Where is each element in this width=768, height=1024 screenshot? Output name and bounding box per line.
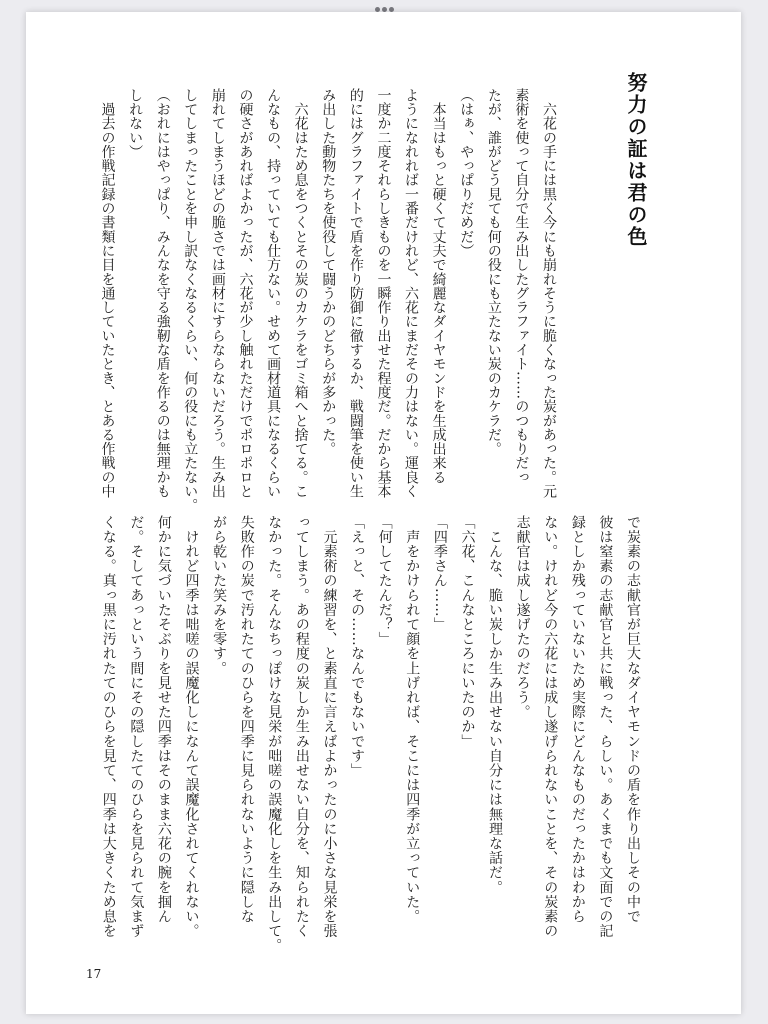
text-column: 彼は窒素の志献官と共に戦った、らしい。あくまでも文面での記 (597, 515, 614, 939)
text-column: くなる。真っ黒に汚れたてのひらを見て、四季は大きくため息を (100, 515, 117, 939)
text-column: 六花はため息をつくとその炭のカケラをゴミ箱へと捨てる。こ (292, 88, 309, 499)
text-block-bottom (94, 515, 646, 965)
text-column: 本当はもっと硬くて丈夫で綺麗なダイヤモンドを生成出来る (430, 88, 447, 485)
text-column: （おれにはやっぱり、みんなを守る強靭な盾を作るのは無理かも (154, 88, 171, 499)
text-column: 「六花、こんなところにいたのか」 (459, 515, 476, 749)
text-column: なかった。そんなちっぽけな見栄が咄嗟の誤魔化しを生み出して。 (266, 515, 283, 953)
text-column: がら乾いた笑みを零す。 (211, 515, 228, 676)
text-column: 的にはグラファイトで盾を作り防御に徹するか、戦闘筆を使い生 (347, 88, 364, 499)
text-column: しれない） (127, 88, 144, 159)
text-column: けれど四季は咄嗟の誤魔化しになんて誤魔化されてくれない。 (183, 515, 200, 939)
text-column: 失敗作の炭で汚れたてのひらを四季に見られないように隠しな (238, 515, 255, 924)
text-column: だ。そしてあっという間にその隠したてのひらを見られて気まず (128, 515, 145, 939)
text-column: の硬さがあればよかったが、六花が少し触れただけでポロポロと (237, 88, 254, 499)
text-column: してしまったことを申し訳なくなるくらい、何の役にも立たない。 (182, 88, 199, 513)
text-column: み出した動物たちを使役して闘うかのどちらが多かった。 (320, 88, 337, 456)
text-column: 「何してたんだ？」 (376, 515, 393, 647)
text-column: （はぁ、やっぱりだめだ） (458, 88, 475, 258)
text-column: で炭素の志献官が巨大なダイヤモンドの盾を作り出しその中で (625, 515, 641, 924)
text-column: 録としか残っていないため実際にどんなものだったかはわから (569, 515, 586, 924)
text-column: ってしまう。あの程度の炭しか生み出せない自分を、知られたく (293, 515, 310, 939)
text-block-top (93, 88, 562, 513)
handle-dot (382, 7, 387, 12)
text-column: たが、誰がどう見ても何の役にも立たない炭のカケラだ。 (485, 88, 502, 456)
text-column: んなもの、持っていても仕方ない。せめて画材道具になるくらい (265, 88, 282, 499)
chapter-title: 努力の証は君の色 (624, 72, 648, 248)
handle-dot (375, 7, 380, 12)
text-column: 過去の作戦記録の書類に目を通していたとき、とある作戦の中 (99, 88, 116, 499)
page-number: 17 (86, 967, 102, 981)
text-column: 「四季さん……」 (431, 515, 448, 632)
text-column: 素術を使って自分で生み出したグラファイト……のつもりだっ (513, 88, 530, 485)
handle-dot (389, 7, 394, 12)
text-column: 崩れてしまうほどの脆さでは画材にすらならないだろう。生み出 (209, 88, 226, 499)
text-column: 志献官は成し遂げたのだろう。 (514, 515, 531, 720)
text-column: 何かに気づいたそぶりを見せた四季はそのまま六花の腕を掴ん (155, 515, 172, 924)
text-column: 声をかけられて顔を上げれば、そこには四季が立っていた。 (404, 515, 421, 924)
text-column: ようになれれば一番だけれど、六花にまだその力はない。運良く (403, 88, 420, 499)
document-page (26, 12, 741, 1014)
text-column: 「えっと、その……なんでもないです」 (349, 515, 366, 778)
text-column: ない。けれど今の六花には成し遂げられないことを、その炭素の (542, 515, 559, 939)
text-column: 一度か二度それらしきものを一瞬作り出せた程度だ。だから基本 (375, 88, 392, 499)
text-column: 六花の手には黒く今にも崩れそうに脆くなった炭があった。元 (541, 88, 557, 499)
text-column: こんな、脆い炭しか生み出せない自分には無理な話だ。 (487, 515, 504, 895)
text-column: 元素術の練習を、と素直に言えばよかったのに小さな見栄を張 (321, 515, 338, 939)
